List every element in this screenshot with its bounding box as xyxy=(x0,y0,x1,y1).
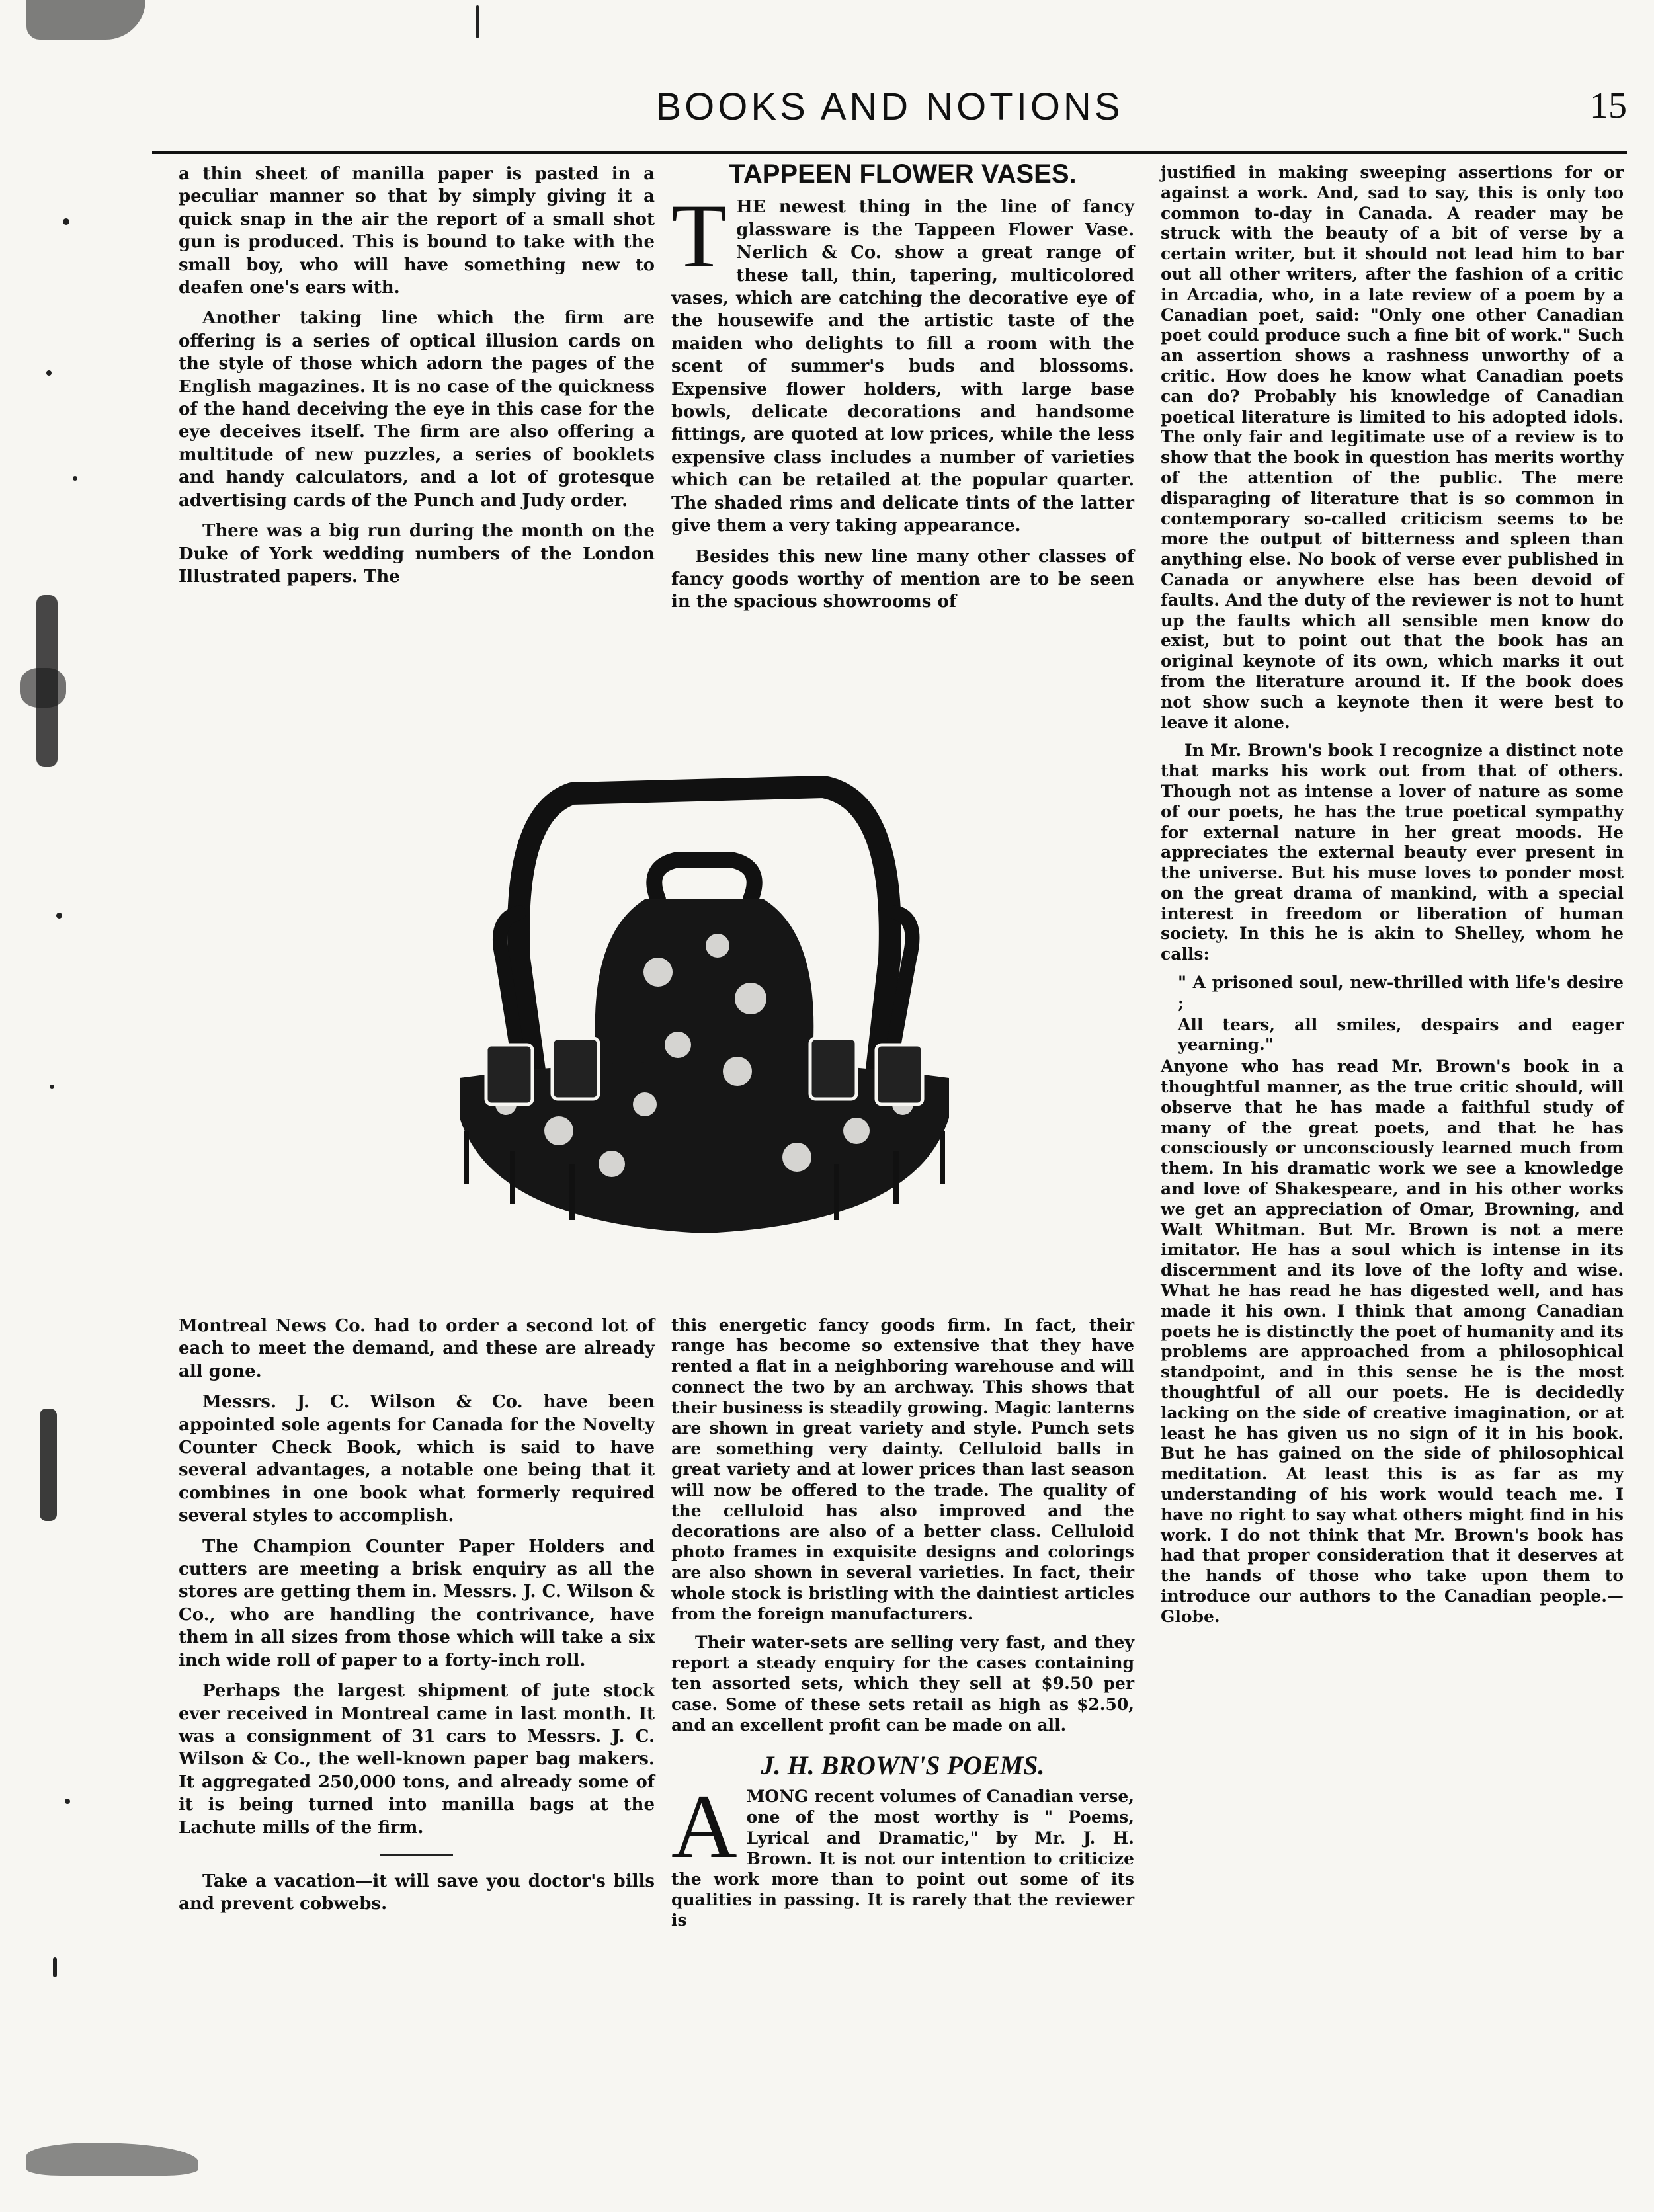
vase-neck xyxy=(654,860,754,899)
page-title: BOOKS AND NOTIONS xyxy=(655,85,1124,128)
quote-line: All tears, all smiles, despairs and eager yearning." xyxy=(1178,1014,1624,1055)
vase-flower-pattern xyxy=(843,1118,870,1144)
page-header xyxy=(152,78,1627,154)
scan-margin-mark xyxy=(40,1409,57,1521)
scan-speck xyxy=(65,1799,70,1804)
vase-flower-pattern xyxy=(643,958,673,987)
paragraph: justified in making sweeping assertions for or against a work. And, sad to say, this is only too common to-day in Canada. A reader may be struck with the beauty of a bit of verse by a certain writer, but it should not lead him to bar out all other writers, after the fashion of a critic in Arcadia, who, in a late review of a poem by a Canadian poet, said: "Only one other Canadian poet could produce such a fine bit of work." Such an assertion shows a rashness unworthy of a critic. How does he know what Canadian poets can do? Probably his knowledge of Canadian poetical literature is limited to his adopted idols. The only fair and legitimate use of a review is to show that the book in question has merits worthy of the attention of the public. The mere disparaging of literature that is so common in contemporary so-called criticism seems to be more the output of bitterness and spleen than anything else. No book of verse ever published in Canada or anywhere else has been devoid of faults. And the duty of the reviewer is not to hunt up the faults which all sensible men know do exist, but to point out that the book has an original keynote of its own, which marks it out from the literature around it. If the book does not show such a keynote then it were best to leave it alone. xyxy=(1161,163,1624,732)
paragraph: There was a big run during the month on the Duke of York wedding numbers of the London Illustrated papers. The xyxy=(179,521,655,587)
vase-flower-pattern xyxy=(723,1057,752,1086)
scan-speck xyxy=(53,1957,57,1977)
tumbler-glass xyxy=(810,1038,856,1099)
article-heading: TAPPEEN FLOWER VASES. xyxy=(729,159,1077,188)
flower-vase-illustration xyxy=(440,760,969,1250)
scan-speck xyxy=(63,218,69,225)
scan-speck xyxy=(73,476,77,481)
column-left-top xyxy=(179,163,655,596)
column-middle-top xyxy=(671,159,1134,622)
paragraph-text: MONG recent volumes of Canadian verse, one of the most worthy is " Poems, Lyrical and Dramatic," by Mr. J. H. Brown. It is not our intention to criticize the work more than to point out some of its qualities in passing. It is rarely that the reviewer is xyxy=(671,1787,1134,1930)
vase-flower-pattern xyxy=(665,1032,691,1058)
paragraph xyxy=(671,1776,1134,1930)
scan-speck xyxy=(476,5,479,38)
column-right xyxy=(1161,163,1624,1635)
scan-margin-mark xyxy=(20,668,66,708)
tumbler-glass xyxy=(876,1045,923,1104)
tumbler-glass xyxy=(486,1045,532,1104)
paragraph: this energetic fancy goods firm. In fact, their range has become so extensive that they have rented a flat in a neighboring warehouse and will connect the two by an archway. This shows that their business is steadily growing. Magic lanterns are shown in great variety and style. Punch sets are something very dainty. Celluloid balls in great variety and at lower prices than last season will now be offered to the trade. The quality of the celluloid has also improved and the decorations are also of a better class. Celluloid photo frames in exquisite designs and colorings are also shown in several varieties. In fact, their whole stock is bristling with the daintiest articles from the foreign manufacturers. xyxy=(671,1315,1134,1623)
article-heading: J. H. BROWN'S POEMS. xyxy=(761,1750,1045,1781)
scan-speck xyxy=(50,1085,54,1089)
vase-flower-pattern xyxy=(544,1116,573,1145)
paragraph: Anyone who has read Mr. Brown's book in a thoughtful manner, as the true critic should, will observe that he has made a faithful study of many of the great poets, and that he has consciously or unconsciously learned much from them. In his dramatic work we see a knowledge and love of Shakespeare, and in his other works we get an appreciation of Omar, Browning, and Walt Whitman. But Mr. Brown is not a mere imitator. He has a soul which is intense in its discernment and its love of the lofty and wise. What he has read he has digested well, and has made it his own. I think that among Canadian poets he is distinctly the poet of humanity and its problems are approached from a philosophical standpoint, and in this sense he is the most thoughtful of all our poets. He is decidedly lacking on the side of creative imagination, or at least he has given us no sign of it in his book. But he has gained on the side of philosophical meditation. At least this is as far as my understanding of his work would teach me. I have no right to say what others might find in his work. I do not think that Mr. Brown's book has had that proper consideration that it deserves at the hands of those who take upon them to introduce our authors to the Canadian people.—Globe. xyxy=(1161,1057,1624,1626)
page-number: 15 xyxy=(1590,85,1627,126)
column-middle-bottom xyxy=(671,1315,1134,1939)
paragraph: Take a vacation—it will save you doctor's bills and prevent cobwebs. xyxy=(179,1871,655,1914)
vase-flower-pattern xyxy=(782,1143,811,1172)
paragraph: Besides this new line many other classes of fancy goods worthy of mention are to be seen in the spacious showrooms of xyxy=(671,546,1134,612)
vase-flower-pattern xyxy=(599,1151,625,1177)
vase-flower-pattern xyxy=(633,1092,657,1116)
tumbler-glass xyxy=(552,1038,599,1099)
paragraph: Messrs. J. C. Wilson & Co. have been appointed sole agents for Canada for the Novelty Counter Check Book, which is said to have several advantages, a notable one being that it combines in one book what formerly required several styles to accomplish. xyxy=(179,1392,655,1526)
paragraph: Montreal News Co. had to order a second lot of each to meet the demand, and these are already all gone. xyxy=(179,1316,655,1381)
vase-flower-pattern xyxy=(735,983,766,1014)
paragraph-text: HE newest thing in the line of fancy glassware is the Tappeen Flower Vase. Nerlich & Co. show a great range of these tall, thin, tapering, multicolored vases, which are catching the decorative eye of the housewife and the artistic taste of the maiden who delights to fill a room with the scent of summer's buds and blossoms. Expensive flower holders, with large base bowls, delicate decorations and handsome fittings, are quoted at low prices, while the less expensive class includes a number of varieties which can be retailed at the popular quarter. The shaded rims and delicate tints of the latter give them a very taking appearance. xyxy=(671,197,1134,536)
drop-cap: T xyxy=(671,185,727,287)
vase-flower-pattern xyxy=(706,934,729,958)
quote-line: " A prisoned soul, new-thrilled with life's desire ; xyxy=(1178,973,1624,1012)
paragraph: Their water-sets are selling very fast, and they report a steady enquiry for the cases containing ten assorted sets, which they sell at $9.50 per case. Some of these sets retail as high as $2.50, and an excellent profit can be made on all. xyxy=(671,1633,1134,1735)
column-left-bottom xyxy=(179,1315,655,1924)
section-rule xyxy=(380,1854,453,1856)
paragraph: Perhaps the largest shipment of jute stock ever received in Montreal came in last month. It was a consignment of 31 cars to Messrs. J. C. Wilson & Co., the well-known paper bag makers. It aggregated 250,000 tons, and already some of it is being turned into manilla bags at the Lachute mills of the firm. xyxy=(179,1681,655,1838)
paragraph: The Champion Counter Paper Holders and cutters are meeting a brisk enquiry as all the stores are getting them in. Messrs. J. C. Wilson & Co., who are handling the contrivance, have them in all sizes from those which will take a six inch wide roll of paper to a forty-inch roll. xyxy=(179,1536,655,1670)
paragraph xyxy=(671,185,1134,537)
scan-margin-mark xyxy=(26,0,145,40)
drop-cap: A xyxy=(671,1776,737,1877)
paragraph: Another taking line which the firm are offering is a series of optical illusion cards on the style of those which adorn the pages of the English magazines. It is no case of the quickness of the hand deceiving the eye in this case for the eye deceives itself. The firm are also offering a multitude of new puzzles, a series of booklets and handy calculators, and a lot of grotesque advertising cards of the Punch and Judy order. xyxy=(179,308,655,511)
scan-margin-mark xyxy=(26,2143,198,2176)
paragraph: In Mr. Brown's book I recognize a distinct note that marks his work out from that of others. Though not as intense a lover of nature as some of our poets, he has the true poetical sympathy for external nature in her great moods. He appreciates the external beauty ever present in the universe. But his muse loves to ponder most on the great drama of mankind, with a special interest in freedom or liberation of human society. In this he is akin to Shelley, whom he calls: xyxy=(1161,741,1624,964)
scan-speck xyxy=(56,913,62,919)
paragraph: a thin sheet of manilla paper is pasted in a peculiar manner so that by simply giving it a quick snap in the air the report of a small shot gun is produced. This is bound to take with the small boy, who will have something new to deafen one's ears with. xyxy=(179,164,655,298)
scan-speck xyxy=(46,370,52,376)
